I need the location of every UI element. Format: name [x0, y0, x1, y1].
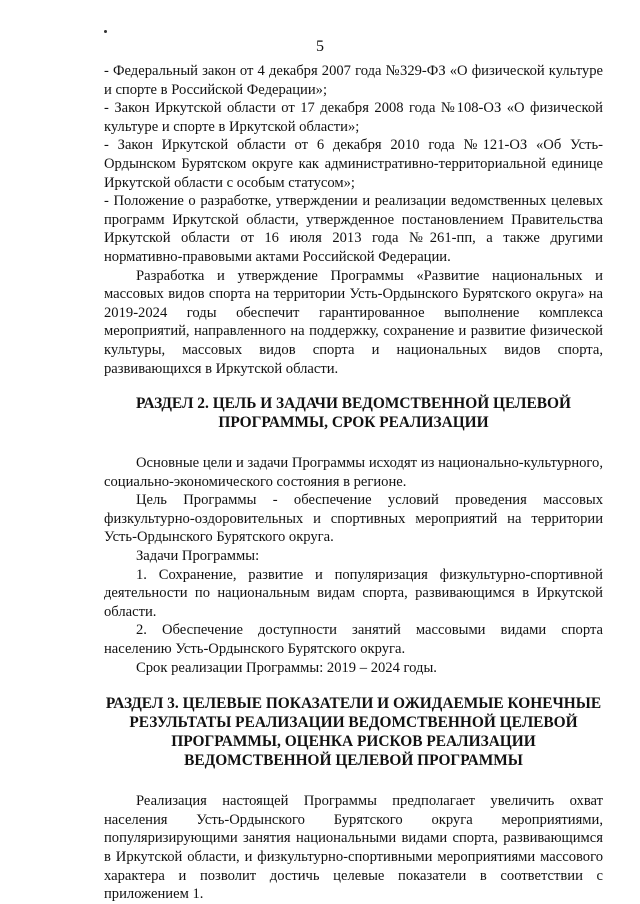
section-2-goal: Цель Программы - обеспечение условий проведения массовых физкультурно-оздоровительных и спортивных мероприятий на территории Усть-Ордынского Бурятского округа. [104, 492, 603, 546]
intro-paragraph: Разработка и утверждение Программы «Развитие национальных и массовых видов спорта на территории Усть-Ордынского Бурятского округа» на 2019-2024 годы обеспечит гарантированное выполнение комплекса мероприятий, направленного на поддержку, сохранение и развитие физической культуры, массовых видов спорта и национальных видов спорта, развивающихся в Иркутской области. [104, 267, 603, 377]
program-term: Срок реализации Программы: 2019 – 2024 годы. [136, 659, 437, 676]
law-item: - Закон Иркутской области от 17 декабря 2008 года №108-ОЗ «О физической культуре и спорте в Иркутской области»; [104, 100, 603, 135]
law-item: - Положение о разработке, утверждении и реализации ведомственных целевых программ Иркутской области, утвержденное постановлением Правительства Иркутской области от 16 июля 2013 года №261-пп, а также другими нормативно-правовыми актами Российской Федерации. [104, 193, 603, 265]
law-item: - Федеральный закон от 4 декабря 2007 года №329-ФЗ «О физической культуре и спорте в Российской Федерации»; [104, 63, 603, 98]
tasks-label: Задачи Программы: [136, 548, 260, 565]
section-2-paragraph: Основные цели и задачи Программы исходят из национально-культурного, социально-экономического состояния в регионе. [104, 455, 603, 490]
section-3-heading: РАЗДЕЛ 3. ЦЕЛЕВЫЕ ПОКАЗАТЕЛИ И ОЖИДАЕМЫЕ КОНЕЧНЫЕ РЕЗУЛЬТАТЫ РЕАЛИЗАЦИИ ВЕДОМСТВЕННОЙ ЦЕЛЕВОЙ ПРОГРАММЫ, ОЦЕНКА РИСКОВ РЕАЛИЗАЦИИ ВЕДОМСТВЕННОЙ ЦЕЛЕВОЙ ПРОГРАММЫ [105, 695, 602, 770]
scan-mark [104, 30, 107, 33]
task-item: 1. Сохранение, развитие и популяризация физкультурно-спортивной деятельности по национальным видам спорта, развивающимся в Иркутской области. [104, 566, 603, 620]
document-body [104, 62, 603, 904]
page-number: 5 [316, 38, 324, 55]
section-3-paragraph: Реализация настоящей Программы предполагает увеличить охват населения Усть-Ордынского Бурятского округа мероприятиями, популяризирующими занятия национальными видами спорта, развивающимся в Иркутской области, и физкультурно-спортивными мероприятиями массового характера и позволит достичь целевые показатели в соответствии с приложением 1. [104, 793, 603, 903]
task-item: 2. Обеспечение доступности занятий массовыми видами спорта населению Усть-Ордынского Бурятского округа. [104, 622, 603, 658]
section-2-heading: РАЗДЕЛ 2. ЦЕЛЬ И ЗАДАЧИ ВЕДОМСТВЕННОЙ ЦЕЛЕВОЙ ПРОГРАММЫ, СРОК РЕАЛИЗАЦИИ [136, 395, 571, 432]
law-item: - Закон Иркутской области от 6 декабря 2010 года №121-ОЗ «Об Усть-Ордынском Бурятском округе как административно-территориальной единице Иркутской области с особым статусом»; [104, 137, 603, 191]
